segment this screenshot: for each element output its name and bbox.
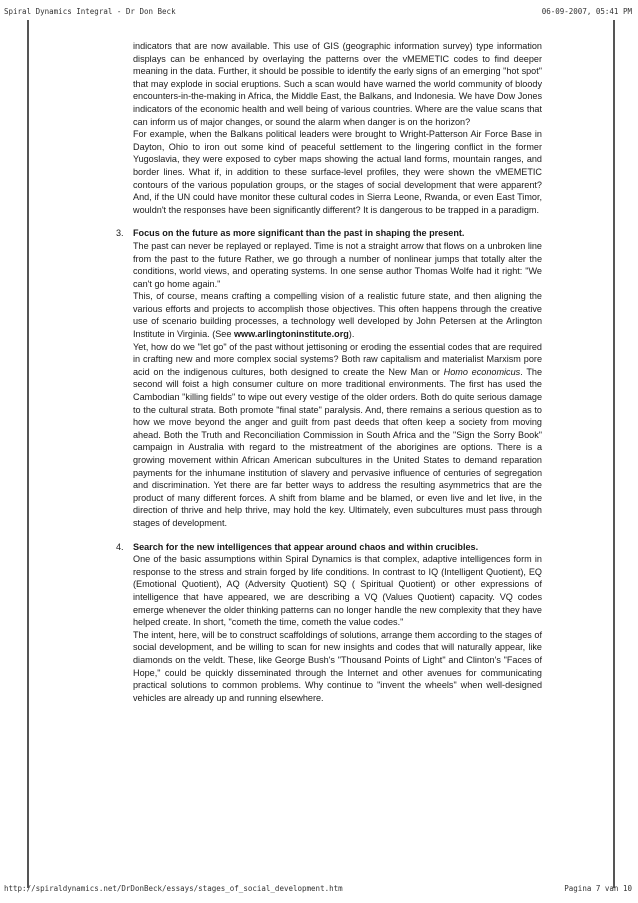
list-number-3: 3. (116, 228, 124, 239)
item3-paragraph-3-text-a: Yet, how do we "let go" of the past without jettisoning or eroding the essential codes that are required in crafting new and more complex social systems? Both raw capitalism and materialist Marxism pore acid on the indigenous cultures, both designed to create the New Man or (133, 341, 542, 377)
left-margin-rule (27, 20, 29, 888)
print-footer (0, 875, 638, 903)
item3-paragraph-2-tail: ). (348, 329, 355, 340)
footer-url: http://spiraldynamics.net/DrDonBeck/essays/stages_of_social_development.htm (4, 884, 343, 893)
intro-paragraph-2: For example, when the Balkans political leaders were brought to Wright-Patterson Air Force Base in Dayton, Ohio to iron out some kind of peaceful settlement to the lingering conflict in the former Yugoslavia, they were exposed to cyber maps showing the actual land forms, mountain ranges, and border lines. What if, in addition to these surface-level profiles, they were shown the vMEMETIC contours of the various population groups, or the stages of social development that were apparent? And, if the UN could have monitor these cultural codes in Sierra Leone, Rwanda, or even East Timor, wouldn't the responses have been significantly different? It is dangerous to be trapped in a paradigm. (133, 129, 542, 215)
arlington-institute-link[interactable]: www.arlingtoninstitute.org (233, 329, 349, 340)
list-number-4: 4. (116, 541, 124, 552)
item4-paragraph-1: One of the basic assumptions within Spiral Dynamics is that complex, adaptive intelligences form in response to the stress and strain forged by life conditions. In contrast to IQ (Intelligent Quotient), EQ (Emotional Quotient), AQ (Adversity Quotient) SQ ( Spiritual Quotient) or other expressions of intelligence that have appeared, we are describing a VQ (Values Quotient) capacity. VQ codes emerge whenever the older thinking patterns can no longer handle the new complexity that they have helped create. In short, "cometh the time, cometh the value codes." (133, 554, 542, 628)
print-header (0, 0, 638, 22)
header-print-timestamp: 06-09-2007, 05:41 PM (541, 7, 632, 16)
list-heading-4: Search for the new intelligences that appear around chaos and within crucibles. (133, 541, 479, 552)
item4-paragraph-2: The intent, here, will be to construct scaffoldings of solutions, arrange them according to the stages of social development, and be willing to scan for new insights and codes that will naturally appear, like diamonds on the veldt. These, like George Bush's "Thousand Points of Light" and Clinton's "Faces of Hope," could be quickly disseminated through the Internet and other avenues for communicating practical solutions to common problems. Why continue to "invent the wheels" when well-designed vehicles are already up and running elsewhere. (133, 629, 542, 703)
list-item-4 (116, 541, 542, 705)
item3-paragraph-1: The past can never be replayed or replayed. Time is not a straight arrow that flows on a unbroken line from the past to the future Rather, we go through a number of nonlinear jumps that totally alter the conditions, world views, and operating systems. In one sense author Thomas Wolfe had it right: "We can't go home again." (133, 240, 542, 289)
list-heading-3: Focus on the future as more significant than the past in shaping the present. (133, 228, 465, 239)
item3-paragraph-3-text-b: . The second will foist a high consumer culture on more traditional environments. The first has used the Cambodian "killing fields" to wipe out every vestige of the older orders. Both do quite serious damage to the cultural strata. Both promote "final state" paralysis. And, there remains a serious question as to how we move beyond the anger and guilt from past deeds that often keep a society from moving ahead. Both the Truth and Reconciliation Commission in South Africa and the "Sign the Sorry Book" campaign in Australia with regard to the mistreatment of the aborigines are options. There is a growing movement within African American subcultures in the United States to demand reparation payments for the inhumane institution of slavery and pervasive influence of centuries of segregation and discrimination. Yet there are far better ways to address the resulting asymmetrics that are the product of many different forces. A shift from blame and be blamed, or even live and let live, in the direction of thrive and help thrive, may hold the key. Ultimately, even subcultures must pass through stages of development. (133, 366, 543, 528)
intro-paragraph-1: indicators that are now available. This use of GIS (geographic information survey) type information displays can be enhanced by overlaying the patterns over the vMEMETIC codes to find deeper meaning in the data. Further, it should be possible to identify the early signs of an emerging "hot spot" that may explode in social eruptions. Such a scan would have warned the world community of bloody encounters-in-the-making in Africa, the Middle East, the Balkans, and Indonesia. We have Dow Jones indicators of the economic health and well being of various countries. Where are the value scans that can inform us of major changes, or sound the alarm when danger is on the horizon? (133, 41, 542, 127)
list-item-3 (116, 227, 543, 529)
item3-paragraph-2-text: This, of course, means crafting a compelling vision of a realistic future state, and then aligning the various efforts and projects to accomplish those objectives. This often happens through the creative use of scenario building processes, a technology well developed by John Petersen at the Arlington Institute in Virginia. (See (133, 291, 542, 340)
item3-paragraph-2 (133, 290, 542, 340)
homo-economicus-term: Homo economicus (443, 366, 521, 377)
right-margin-rule (613, 20, 615, 888)
item3-paragraph-3 (133, 341, 542, 530)
article-body (116, 40, 543, 704)
footer-page-number: Pagina 7 van 10 (564, 884, 632, 893)
header-page-title: Spiral Dynamics Integral - Dr Don Beck (4, 7, 176, 16)
